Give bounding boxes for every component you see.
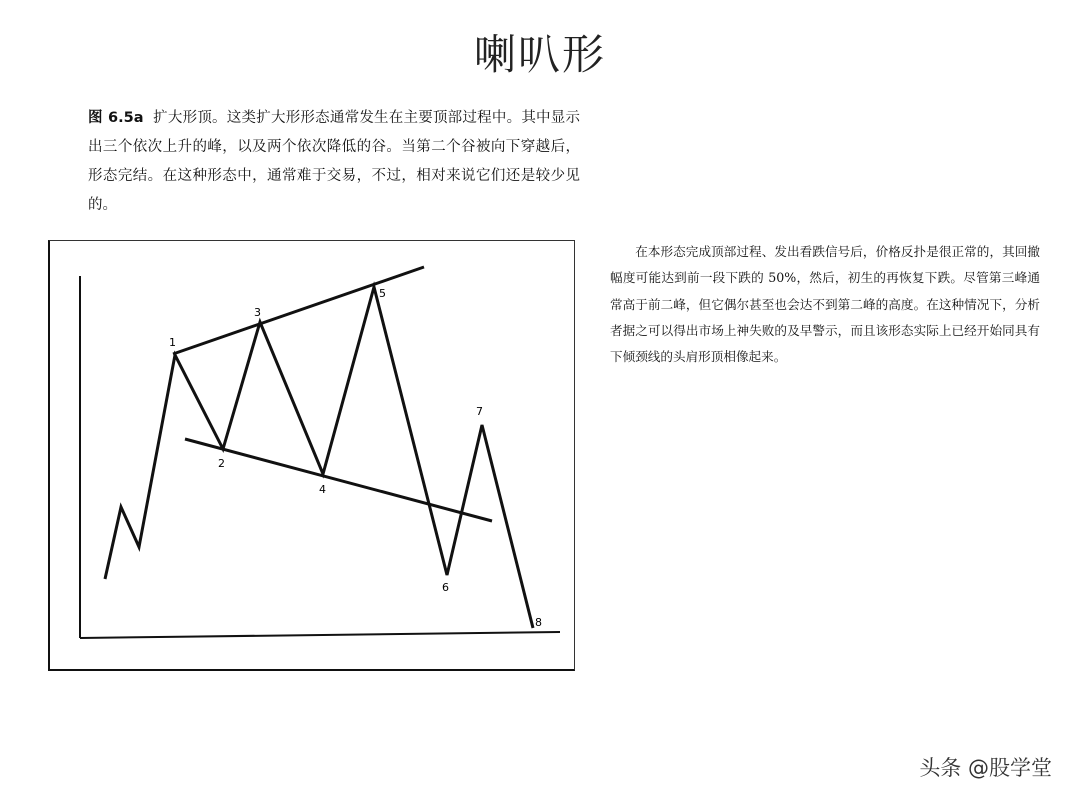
page-title: 喇叭形 (473, 30, 606, 79)
point-label-4: 4 (319, 483, 326, 496)
x-axis (80, 632, 560, 638)
point-label-3: 3 (254, 306, 261, 319)
lower-trendline (185, 439, 492, 521)
point-label-5: 5 (379, 287, 386, 300)
figure-caption-text: 扩大形顶。这类扩大形形态通常发生在主要顶部过程中。其中显示出三个依次上升的峰，以及两个依次降低的谷。当第二个谷被向下穿越后，形态完结。在这种形态中，通常难于交易，不过，相对来说它们还是较少见的。 (88, 110, 580, 213)
point-label-7: 7 (476, 405, 483, 418)
source-watermark: 头条 @股学堂 (919, 756, 1052, 780)
point-label-2: 2 (218, 457, 225, 470)
point-label-6: 6 (442, 581, 449, 594)
explanation-paragraph: 在本形态完成顶部过程、发出看跌信号后，价格反扑是很正常的，其回撤幅度可能达到前一段下跌的 50%，然后，初生的再恢复下跌。尽管第三峰通常高于前二峰，但它偶尔甚至也会达不到第二峰的高度。在这种情况下，分析者据之可以得出市场上神失败的及早警示，而且该形态实际上已经开始同具有下倾颈线的头肩形顶相像起来。 (610, 244, 1040, 365)
point-label-1: 1 (169, 336, 176, 349)
figure-label: 图 6.5a (88, 110, 144, 126)
point-label-8: 8 (535, 616, 542, 629)
